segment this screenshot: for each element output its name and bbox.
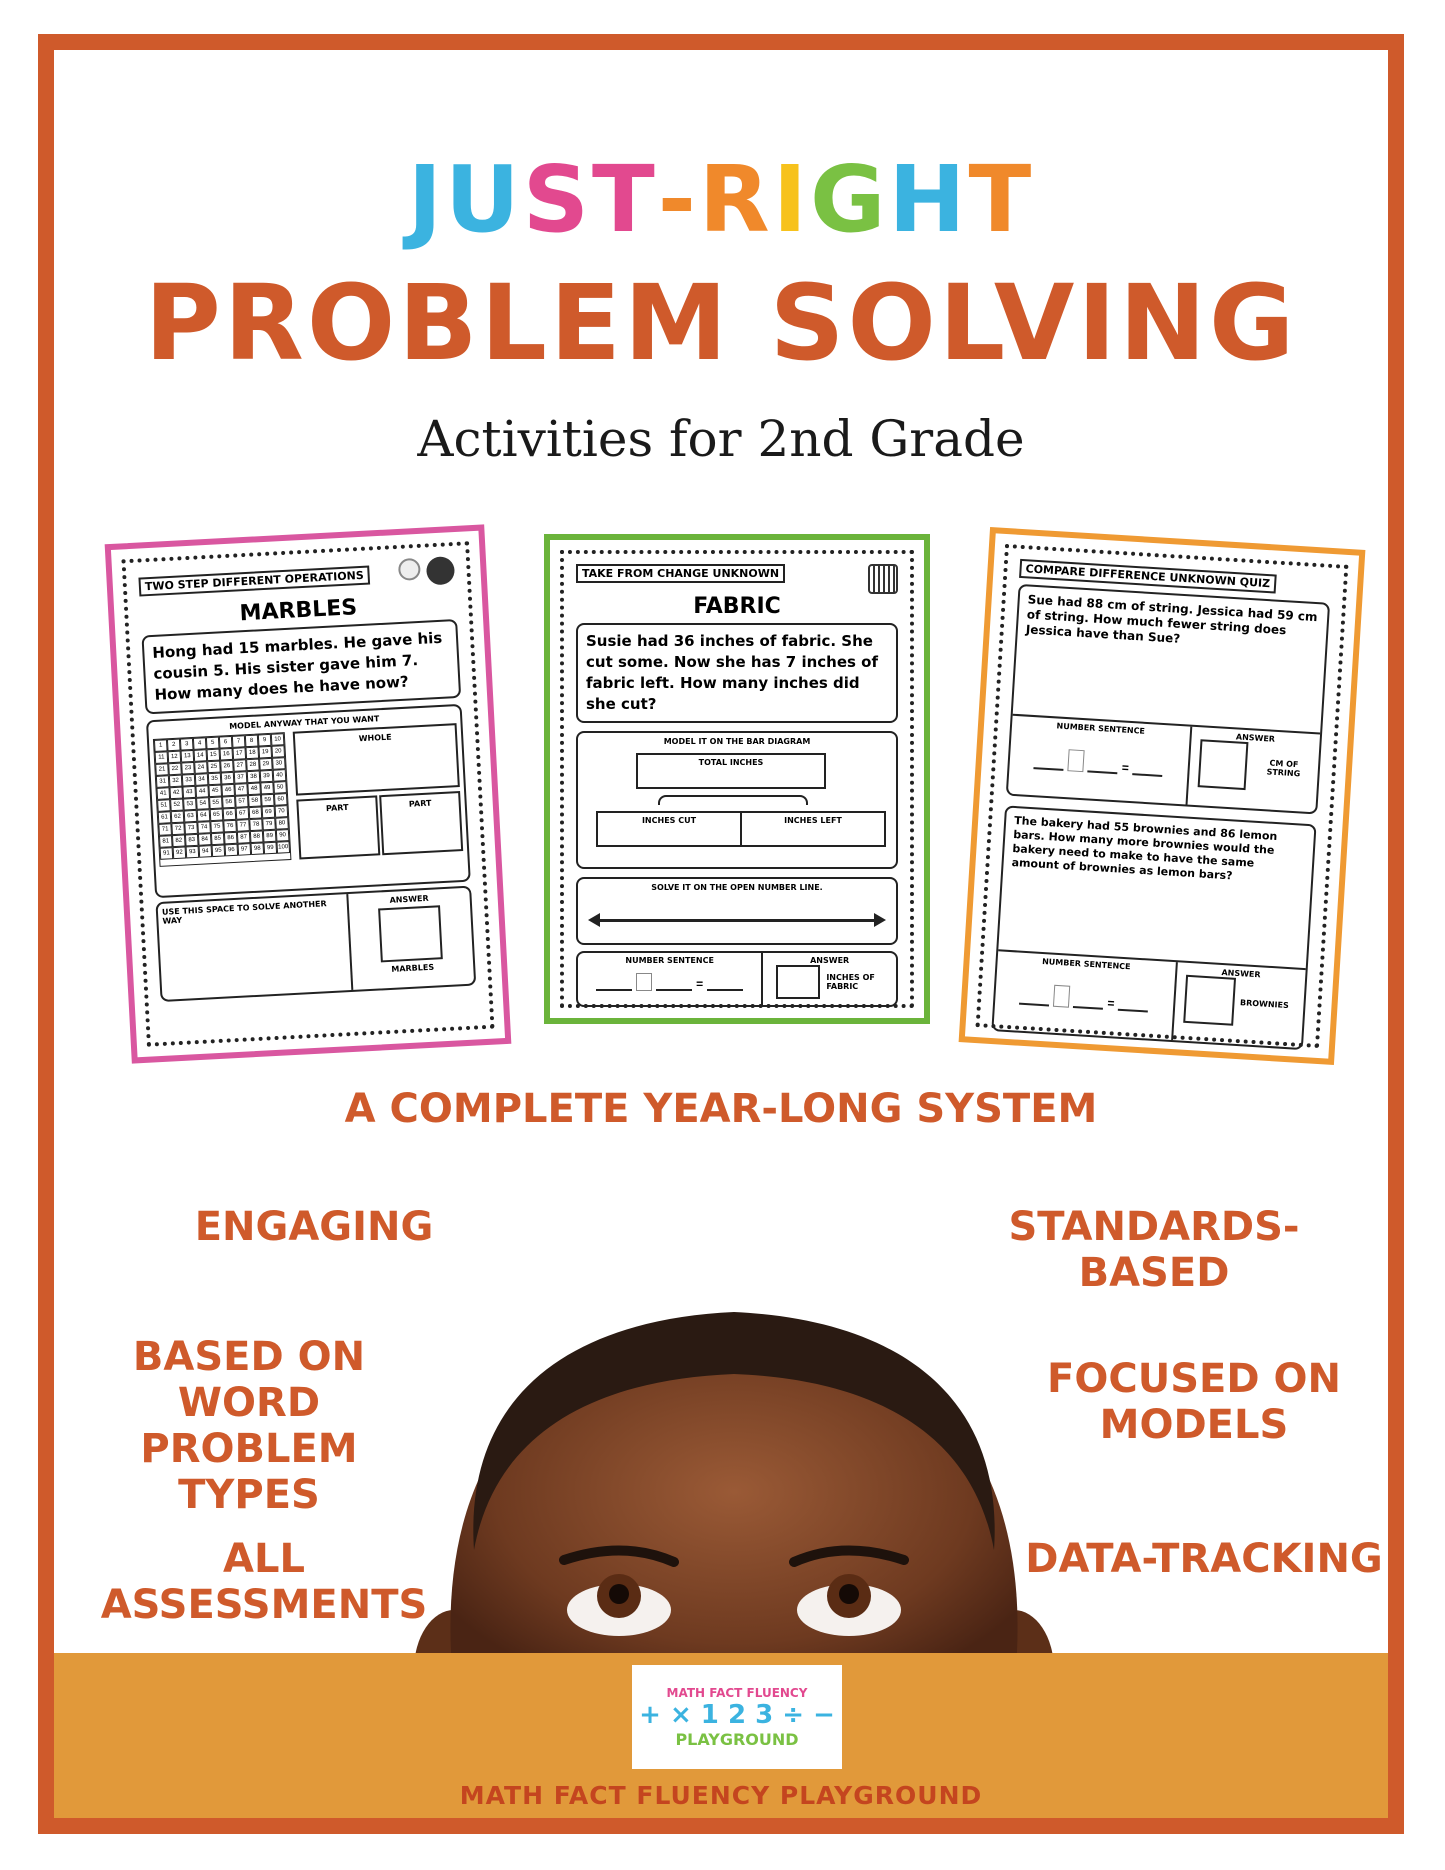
hundreds-cell: 33 [182, 774, 196, 787]
based-on-line: TYPES [178, 1472, 320, 1518]
title-letter: - [657, 146, 699, 253]
hundreds-cell: 90 [276, 829, 290, 842]
playground-logo [632, 1665, 842, 1769]
hundreds-cell: 7 [232, 735, 246, 748]
hundreds-cell: 63 [184, 810, 198, 823]
brace [658, 795, 808, 805]
hundreds-cell: 31 [156, 775, 170, 788]
feature-headline: A COMPLETE YEAR-LONG SYSTEM [344, 1086, 1098, 1132]
hundreds-cell: 71 [158, 823, 172, 836]
footer-brand: MATH FACT FLUENCY PLAYGROUND [459, 1781, 983, 1810]
hundreds-cell: 11 [155, 751, 169, 764]
hundreds-cell: 12 [168, 751, 182, 764]
hundreds-cell: 53 [183, 798, 197, 811]
hundreds-cell: 24 [194, 761, 208, 774]
answer-label: ANSWER [810, 956, 850, 965]
feature-focused [1044, 1356, 1344, 1448]
answer-label: ANSWER [1235, 732, 1276, 744]
hundreds-cell: 42 [169, 787, 183, 800]
hundreds-cell: 94 [199, 845, 213, 858]
hundreds-cell: 17 [232, 747, 246, 760]
hundreds-cell: 46 [221, 784, 235, 797]
bowling-ball-icon [426, 556, 455, 585]
title-letter: H [888, 146, 969, 253]
solve-area [155, 886, 476, 1002]
title-letter: R [698, 146, 773, 253]
hundreds-cell: 89 [263, 830, 277, 843]
feature-tracking: DATA-TRACKING [1025, 1536, 1383, 1582]
model-label: MODEL ANYWAY THAT YOU WANT [228, 714, 380, 732]
hundreds-cell: 88 [250, 830, 264, 843]
feature-standards: STANDARDS-BASED [1008, 1204, 1300, 1296]
hundreds-cell: 45 [208, 785, 222, 798]
hundreds-cell: 62 [171, 811, 185, 824]
worksheet-compare-quiz [959, 527, 1366, 1065]
hundreds-cell: 41 [156, 787, 170, 800]
number-line-arrow [592, 919, 882, 922]
fabric-icon [868, 564, 898, 594]
whole-label: WHOLE [358, 732, 392, 744]
logo-line1: MATH FACT FLUENCY [666, 1685, 808, 1700]
focused-line: FOCUSED ON [1047, 1356, 1341, 1402]
hundreds-cell: 16 [220, 748, 234, 761]
hundreds-cell: 64 [197, 809, 211, 822]
hundreds-cell: 10 [271, 733, 285, 746]
model-area [146, 704, 471, 898]
hundreds-cell: 15 [207, 749, 221, 762]
hundreds-cell: 99 [263, 842, 277, 855]
cut-label: INCHES CUT [641, 816, 697, 825]
hundreds-cell: 3 [180, 738, 194, 751]
worksheet-tag: COMPARE DIFFERENCE UNKNOWN QUIZ [1019, 559, 1277, 594]
hundreds-cell: 81 [159, 835, 173, 848]
baseball-icon [398, 558, 421, 581]
worksheet-marbles [105, 524, 512, 1063]
feature-based-on [64, 1334, 434, 1518]
logo-line2: PLAYGROUND [675, 1729, 799, 1749]
logo-symbols: + × 1 2 3 ÷ − [639, 1699, 835, 1730]
hundreds-cell: 86 [224, 832, 238, 845]
hundreds-cell: 77 [236, 819, 250, 832]
hundreds-cell: 82 [172, 834, 186, 847]
worksheet-title: FABRIC [693, 594, 781, 619]
hundreds-cell: 60 [274, 793, 288, 806]
boy-face-illustration [414, 1250, 1054, 1690]
hundreds-cell: 29 [259, 758, 273, 771]
hundreds-cell: 98 [250, 842, 264, 855]
title-letter: T [968, 146, 1035, 253]
hundreds-cell: 58 [248, 794, 262, 807]
problem-text: Susie had 36 inches of fabric. She cut some. Now she has 7 inches of fabric left. How many inches did she cut? [576, 623, 898, 723]
unit-label: CM OF STRING [1266, 758, 1301, 779]
worksheet-tag: TWO STEP DIFFERENT OPERATIONS [138, 565, 370, 596]
ball-icons [398, 556, 455, 587]
hundreds-cell: 57 [235, 795, 249, 808]
title-problem-solving: PROBLEM SOLVING [144, 262, 1298, 384]
hundreds-cell: 70 [275, 805, 289, 818]
hundreds-cell: 74 [197, 821, 211, 834]
sentence-label: NUMBER SENTENCE [1056, 721, 1146, 736]
hundreds-cell: 97 [238, 843, 252, 856]
hundreds-cell: 95 [212, 844, 226, 857]
hundreds-cell: 9 [258, 734, 272, 747]
hundreds-cell: 6 [219, 736, 233, 749]
hundreds-cell: 55 [209, 797, 223, 810]
hundreds-cell: 49 [260, 782, 274, 795]
worksheet-tag: TAKE FROM CHANGE UNKNOWN [576, 564, 785, 583]
unit-label: MARBLES [391, 962, 435, 974]
part-box [379, 791, 463, 855]
hundreds-cell: 96 [225, 844, 239, 857]
answer-label: ANSWER [389, 893, 429, 905]
hundreds-cell: 91 [160, 847, 174, 860]
total-label: TOTAL INCHES [698, 758, 764, 767]
subtitle: Activities for 2nd Grade [417, 410, 1025, 468]
hundreds-cell: 2 [167, 739, 181, 752]
footer-bar [54, 1653, 1388, 1818]
hundreds-cell: 28 [246, 759, 260, 772]
hundreds-cell: 36 [221, 772, 235, 785]
sentence-label: NUMBER SENTENCE [625, 956, 714, 965]
hundreds-cell: 92 [173, 846, 187, 859]
hundreds-cell: 1 [154, 739, 168, 752]
title-letter: J [407, 146, 445, 253]
title-letter: U [444, 146, 523, 253]
sentence-area: NUMBER SENTENCE = ANSWER INCHES OF FABRIC [576, 951, 898, 1007]
hundreds-cell: 66 [223, 808, 237, 821]
hundreds-cell: 14 [194, 749, 208, 762]
hundreds-cell: 19 [258, 746, 272, 759]
hundreds-cell: 72 [171, 823, 185, 836]
hundreds-chart [153, 732, 292, 867]
hundreds-cell: 48 [247, 782, 261, 795]
hundreds-cell: 4 [193, 737, 207, 750]
title-letter: T [591, 146, 658, 253]
worksheet-fabric [544, 534, 930, 1024]
cover-frame [38, 34, 1404, 1834]
title-just-right [54, 146, 1388, 253]
hundreds-cell: 35 [208, 773, 222, 786]
based-on-line: WORD PROBLEM [140, 1380, 358, 1472]
hundreds-cell: 38 [247, 770, 261, 783]
part-label: PART [325, 802, 349, 814]
hundreds-cell: 56 [222, 796, 236, 809]
hundreds-cell: 85 [211, 832, 225, 845]
number-line-label: SOLVE IT ON THE OPEN NUMBER LINE. [651, 883, 823, 892]
title-letter: G [809, 146, 889, 253]
hundreds-cell: 76 [223, 820, 237, 833]
hundreds-cell: 40 [273, 769, 287, 782]
hundreds-cell: 59 [261, 794, 275, 807]
pupil-right [839, 1584, 859, 1604]
feature-engaging: ENGAGING [194, 1204, 434, 1250]
hundreds-cell: 37 [234, 771, 248, 784]
pupil-left [609, 1584, 629, 1604]
title-letter: I [772, 146, 810, 253]
hundreds-cell: 54 [196, 797, 210, 810]
hundreds-cell: 93 [186, 846, 200, 859]
hundreds-cell: 23 [181, 762, 195, 775]
hundreds-cell: 80 [275, 817, 289, 830]
hundreds-cell: 47 [234, 783, 248, 796]
hundreds-cell: 34 [195, 773, 209, 786]
based-on-line: BASED ON [132, 1334, 366, 1380]
hundreds-cell: 43 [182, 786, 196, 799]
hundreds-cell: 30 [272, 757, 286, 770]
left-label: INCHES LEFT [784, 816, 842, 825]
hundreds-cell: 13 [181, 750, 195, 763]
hundreds-cell: 52 [170, 799, 184, 812]
part-box [296, 795, 380, 859]
bar-diagram-label: MODEL IT ON THE BAR DIAGRAM [663, 737, 811, 746]
hundreds-cell: 20 [271, 745, 285, 758]
hundreds-cell: 83 [185, 834, 199, 847]
title-letter: S [522, 146, 592, 253]
hundreds-cell: 18 [245, 747, 259, 760]
number-line-area [576, 877, 898, 945]
feature-assessments: ALL ASSESSMENTS [100, 1536, 428, 1628]
hundreds-cell: 69 [262, 806, 276, 819]
problem-text: Sue had 88 cm of string. Jessica had 59 cm of string. How much fewer string does Jessica have than Sue? [1025, 592, 1318, 646]
hundreds-cell: 26 [220, 760, 234, 773]
part-label: PART [408, 798, 432, 809]
bar-diagram-area [576, 731, 898, 869]
hundreds-cell: 39 [260, 770, 274, 783]
hundreds-cell: 78 [249, 818, 263, 831]
hundreds-cell: 75 [210, 820, 224, 833]
hundreds-cell: 73 [184, 822, 198, 835]
answer-box [776, 965, 820, 999]
quiz-question-1: Sue had 88 cm of string. Jessica had 59 cm of string. How much fewer string does Jessica have than Sue? NUMBER SENTENCE = ANSWER CM OF STRING [1006, 584, 1330, 815]
unit-label: BROWNIES [1239, 997, 1290, 1010]
hundreds-cell: 61 [158, 811, 172, 824]
hundreds-cell: 32 [169, 775, 183, 788]
solve-label: USE THIS SPACE TO SOLVE ANOTHER WAY [161, 899, 327, 926]
problem-text: Hong had 15 marbles. He gave his cousin 5. His sister gave him 7. How many does he have now? [141, 619, 461, 714]
hundreds-cell: 27 [233, 759, 247, 772]
hundreds-cell: 100 [276, 841, 290, 854]
hundreds-cell: 84 [198, 833, 212, 846]
hundreds-cell: 79 [262, 818, 276, 831]
hundreds-cell: 67 [236, 807, 250, 820]
problem-text: The bakery had 55 brownies and 86 lemon bars. How many more brownies would the bakery need to make to have the same amount of brownies as lemon bars? [1011, 814, 1278, 883]
whole-box [293, 723, 460, 795]
answer-box [1197, 739, 1248, 790]
hundreds-cell: 44 [195, 785, 209, 798]
hundreds-cell: 50 [273, 781, 287, 794]
answer-label: ANSWER [1221, 967, 1261, 980]
sentence-label: NUMBER SENTENCE [1041, 956, 1131, 972]
focused-line: MODELS [1099, 1402, 1289, 1448]
worksheet-title: MARBLES [239, 595, 358, 627]
hundreds-cell: 68 [249, 806, 263, 819]
hundreds-cell: 51 [157, 799, 171, 812]
hundreds-cell: 25 [207, 761, 221, 774]
quiz-question-2: The bakery had 55 brownies and 86 lemon bars. How many more brownies would the bakery need to make to have the same amount of brownies as lemon bars? NUMBER SENTENCE = ANSWER BROWNIES [991, 805, 1316, 1050]
hundreds-cell: 8 [245, 735, 259, 748]
answer-box [379, 905, 444, 962]
hundreds-cell: 87 [237, 831, 251, 844]
hundreds-cell: 65 [210, 808, 224, 821]
unit-label: INCHES OF FABRIC [826, 973, 875, 991]
hundreds-cell: 5 [206, 737, 220, 750]
hundreds-cell: 21 [155, 763, 169, 776]
answer-box [1183, 975, 1236, 1026]
hundreds-cell: 22 [168, 763, 182, 776]
